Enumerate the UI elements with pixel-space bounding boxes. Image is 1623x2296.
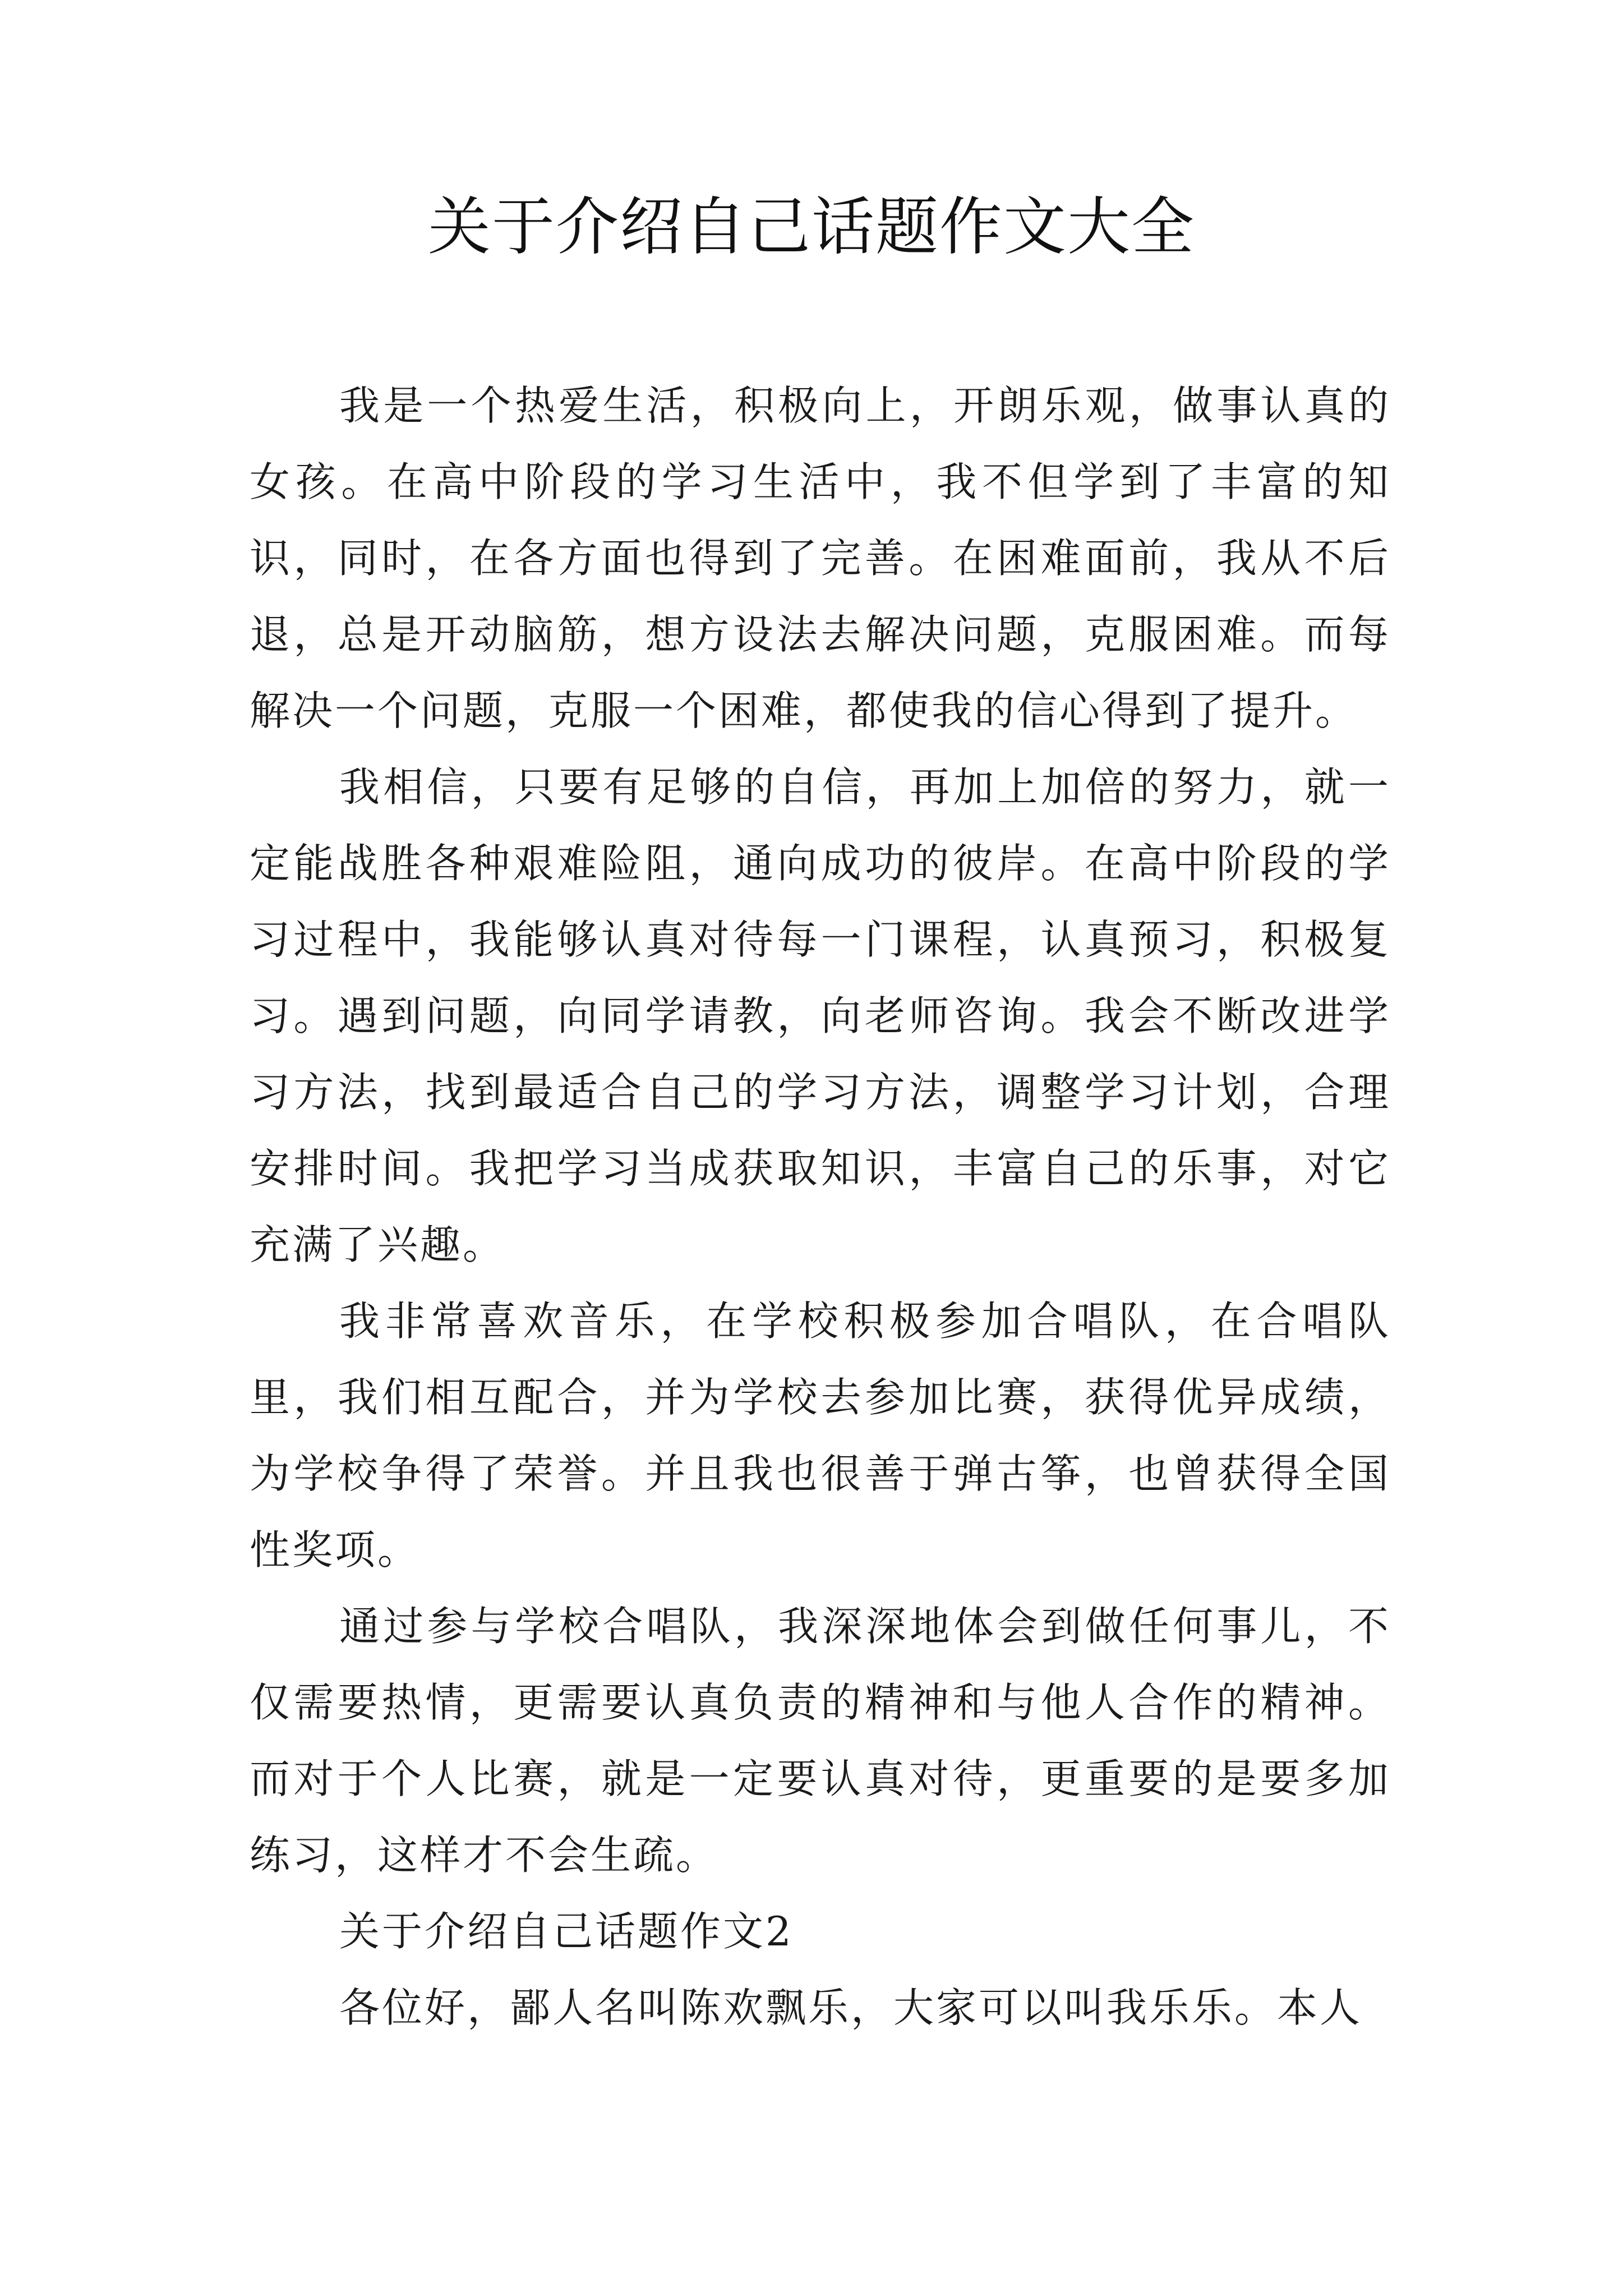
paragraph-1: 我是一个热爱生活，积极向上，开朗乐观，做事认真的女孩。在高中阶段的学习生活中，我不但学到了丰富的知识，同时，在各方面也得到了完善。在困难面前，我从不后退，总是开动脑筋，想方设法去解决问题，克服困难。而每解决一个问题，克服一个困难，都使我的信心得到了提升。 (250, 382, 1391, 734)
section-heading: 关于介绍自己话题作文2 (339, 1908, 794, 1955)
paragraph-3: 我非常喜欢音乐，在学校积极参加合唱队，在合唱队里，我们相互配合，并为学校去参加比赛，获得优异成绩，为学校争得了荣誉。并且我也很善于弹古筝，也曾获得全国性奖项。 (250, 1297, 1391, 1573)
paragraph-5: 各位好，鄙人名叫陈欢飘乐，大家可以叫我乐乐。本人 (339, 1984, 1363, 2031)
paragraph-2: 我相信，只要有足够的自信，再加上加倍的努力，就一定能战胜各种艰难险阻，通向成功的彼岸。在高中阶段的学习过程中，我能够认真对待每一门课程，认真预习，积极复习。遇到问题，向同学请教，向老师咨询。我会不断改进学习方法，找到最适合自己的学习方法，调整学习计划，合理安排时间。我把学习当成获取知识，丰富自己的乐事，对它充满了兴趣。 (250, 763, 1391, 1268)
document-body (250, 367, 1391, 2046)
paragraph-4: 通过参与学校合唱队，我深深地体会到做任何事儿，不仅需要热情，更需要认真负责的精神和与他人合作的精神。而对于个人比赛，就是一定要认真对待，更重要的是要多加练习，这样才不会生疏。 (250, 1603, 1391, 1879)
document-title: 关于介绍自己话题作文大全 (428, 191, 1195, 264)
